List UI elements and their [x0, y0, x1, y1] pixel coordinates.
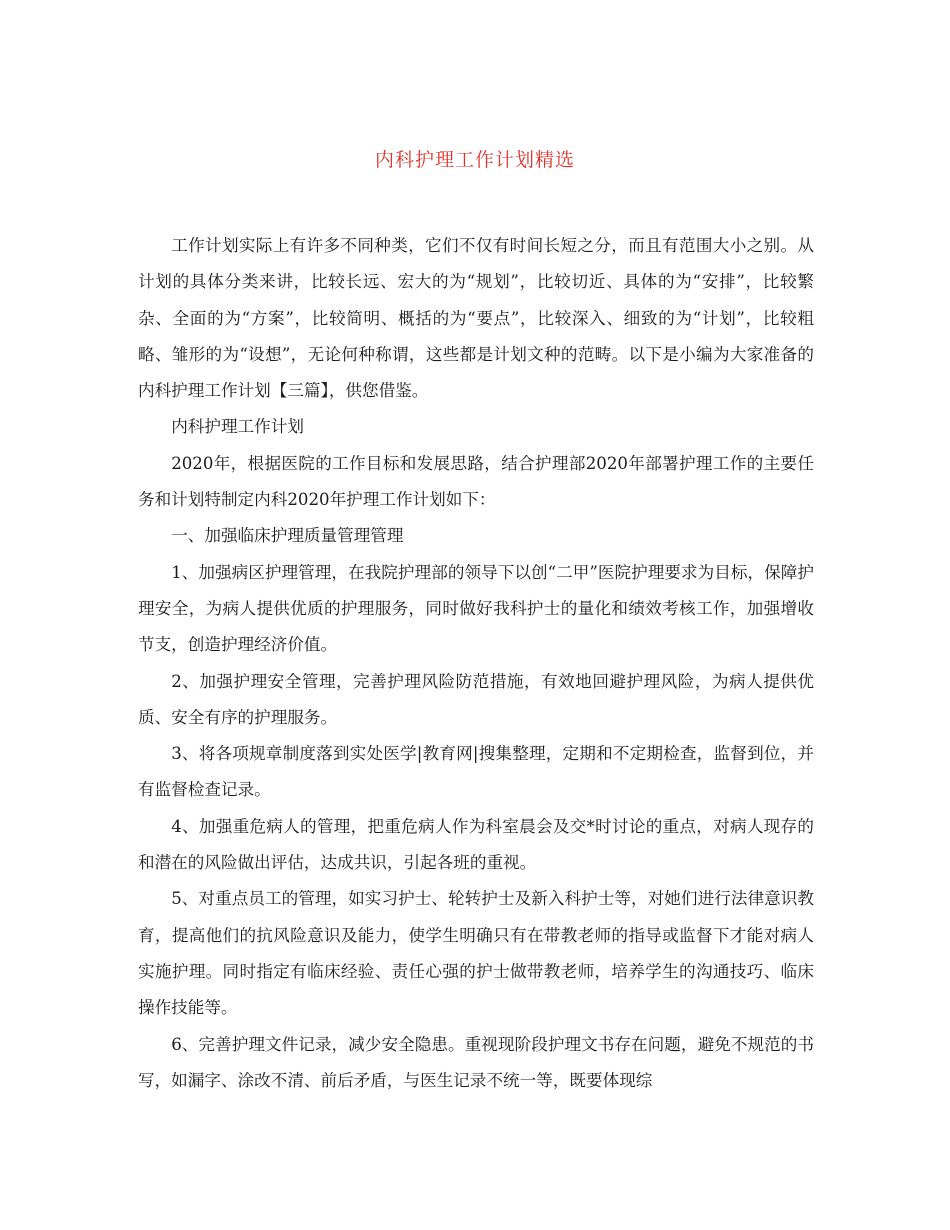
paragraph-item-6: 6、完善护理文件记录，减少安全隐患。重视现阶段护理文书存在问题，避免不规范的书写，如漏字、涂改不清、前后矛盾，与医生记录不统一等，既要体现综: [138, 1034, 814, 1090]
paragraph-heading-quality: 一、加强临床护理质量管理管理: [171, 526, 404, 546]
document-title: 内科护理工作计划精选: [374, 149, 575, 171]
document-body: [138, 228, 814, 1099]
paragraph-plan-overview: 2020年，根据医院的工作目标和发展思路，结合护理部2020年部署护理工作的主要任务和计划特制定内科2020年护理工作计划如下：: [138, 453, 814, 510]
paragraph-section-heading: 内科护理工作计划: [171, 417, 304, 437]
paragraph-item-5: 5、对重点员工的管理，如实习护士、轮转护士及新入科护士等，对她们进行法律意识教育，提高他们的抗风险意识及能力，使学生明确只有在带教老师的指导或监督下才能对病人实施护理。同时指定有临床经验、责任心强的护士做带教老师，培养学生的沟通技巧、临床操作技能等。: [138, 889, 814, 1018]
paragraph-item-1: 1、加强病区护理管理，在我院护理部的领导下以创“二甲”医院护理要求为目标，保障护理安全，为病人提供优质的护理服务，同时做好我科护士的量化和绩效考核工作，加强增收节支，创造护理经济价值。: [138, 562, 814, 655]
paragraph-intro: 工作计划实际上有许多不同种类，它们不仅有时间长短之分，而且有范围大小之别。从计划的具体分类来讲，比较长远、宏大的为“规划”，比较切近、具体的为“安排”，比较繁杂、全面的为“方案”，比较简明、概括的为“要点”，比较深入、细致的为“计划”，比较粗略、雏形的为“设想”，无论何种称谓，这些都是计划文种的范畴。以下是小编为大家准备的内科护理工作计划【三篇】，供您借鉴。: [138, 236, 814, 401]
paragraph-item-2: 2、加强护理安全管理，完善护理风险防范措施，有效地回避护理风险，为病人提供优质、安全有序的护理服务。: [138, 671, 814, 727]
paragraph-item-4: 4、加强重危病人的管理，把重危病人作为科室晨会及交*时讨论的重点，对病人现存的和潜在的风险做出评估，达成共识，引起各班的重视。: [138, 816, 814, 873]
paragraph-item-3: 3、将各项规章制度落到实处医学|教育网|搜集整理，定期和不定期检查，监督到位，并有监督检查记录。: [138, 744, 814, 800]
